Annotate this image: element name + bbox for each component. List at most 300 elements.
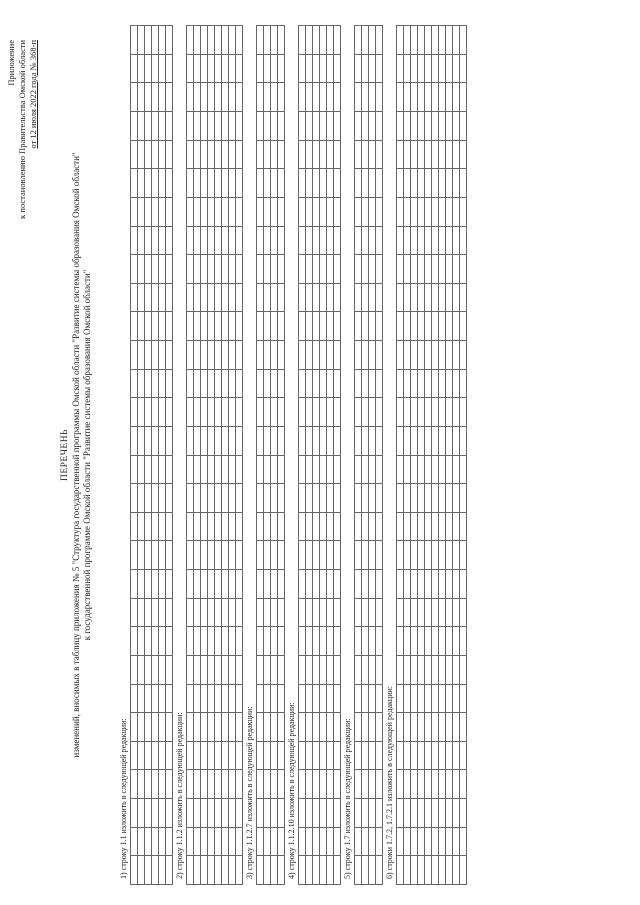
- table-cell: [222, 140, 229, 169]
- amendment-table: [396, 25, 467, 885]
- table-cell: [229, 856, 236, 885]
- table-cell: [418, 827, 425, 856]
- table-cell: [432, 54, 439, 83]
- table-row: [236, 26, 243, 885]
- table-cell: [166, 341, 173, 370]
- table-cell: [145, 827, 152, 856]
- table-cell: [327, 369, 334, 398]
- table-cell: [257, 83, 264, 112]
- table-cell: [208, 541, 215, 570]
- table-cell: [397, 799, 404, 828]
- table-cell: [376, 226, 383, 255]
- table-cell: [327, 427, 334, 456]
- table-cell: [271, 627, 278, 656]
- amendment-table: [354, 25, 383, 885]
- table-cell: [362, 26, 369, 55]
- table-cell: [313, 684, 320, 713]
- table-cell: [397, 427, 404, 456]
- table-cell: [362, 140, 369, 169]
- table-cell: [271, 398, 278, 427]
- table-cell: [404, 283, 411, 312]
- table-cell: [355, 369, 362, 398]
- table-cell: [152, 827, 159, 856]
- table-cell: [271, 312, 278, 341]
- table-cell: [362, 83, 369, 112]
- table-cell: [369, 169, 376, 198]
- table-cell: [460, 570, 467, 599]
- table-cell: [446, 140, 453, 169]
- table-cell: [264, 369, 271, 398]
- table-cell: [313, 169, 320, 198]
- table-cell: [271, 83, 278, 112]
- table-cell: [369, 83, 376, 112]
- table-cell: [257, 312, 264, 341]
- table-cell: [278, 26, 285, 55]
- table-cell: [138, 770, 145, 799]
- table-cell: [362, 398, 369, 427]
- table-cell: [131, 799, 138, 828]
- table-cell: [446, 54, 453, 83]
- table-cell: [264, 741, 271, 770]
- table-cell: [159, 856, 166, 885]
- table-cell: [201, 26, 208, 55]
- table-cell: [264, 455, 271, 484]
- table-cell: [439, 312, 446, 341]
- table-cell: [271, 112, 278, 141]
- table-cell: [166, 83, 173, 112]
- table-cell: [145, 799, 152, 828]
- table-cell: [222, 26, 229, 55]
- table-cell: [306, 827, 313, 856]
- table-cell: [194, 512, 201, 541]
- table-cell: [194, 398, 201, 427]
- table-row: [460, 26, 467, 885]
- table-cell: [397, 741, 404, 770]
- table-row: [397, 26, 404, 885]
- table-cell: [334, 827, 341, 856]
- table-cell: [411, 255, 418, 284]
- table-cell: [194, 684, 201, 713]
- table-cell: [411, 484, 418, 513]
- table-cell: [159, 427, 166, 456]
- table-cell: [152, 627, 159, 656]
- table-cell: [236, 112, 243, 141]
- table-cell: [215, 598, 222, 627]
- table-cell: [145, 83, 152, 112]
- table-cell: [460, 198, 467, 227]
- table-cell: [397, 541, 404, 570]
- table-cell: [201, 512, 208, 541]
- table-cell: [411, 570, 418, 599]
- table-cell: [138, 627, 145, 656]
- table-cell: [145, 341, 152, 370]
- table-cell: [271, 54, 278, 83]
- table-cell: [201, 684, 208, 713]
- table-cell: [446, 627, 453, 656]
- table-cell: [439, 541, 446, 570]
- table-cell: [446, 570, 453, 599]
- table-cell: [306, 627, 313, 656]
- table-cell: [320, 684, 327, 713]
- table-cell: [362, 255, 369, 284]
- table-cell: [271, 512, 278, 541]
- table-row: [215, 26, 222, 885]
- table-cell: [271, 570, 278, 599]
- table-cell: [159, 770, 166, 799]
- table-cell: [215, 856, 222, 885]
- table-cell: [334, 226, 341, 255]
- table-cell: [355, 827, 362, 856]
- table-cell: [418, 427, 425, 456]
- table-cell: [334, 484, 341, 513]
- table-cell: [257, 827, 264, 856]
- table-cell: [138, 656, 145, 685]
- table-cell: [229, 54, 236, 83]
- table-cell: [306, 770, 313, 799]
- table-cell: [236, 799, 243, 828]
- table-cell: [355, 684, 362, 713]
- table-cell: [355, 169, 362, 198]
- table-cell: [453, 741, 460, 770]
- table-cell: [278, 341, 285, 370]
- table-cell: [159, 827, 166, 856]
- table-cell: [152, 512, 159, 541]
- table-cell: [159, 484, 166, 513]
- table-cell: [264, 169, 271, 198]
- table-row: [257, 26, 264, 885]
- table-cell: [411, 541, 418, 570]
- table-cell: [271, 713, 278, 742]
- table-cell: [138, 856, 145, 885]
- table-cell: [369, 627, 376, 656]
- table-cell: [215, 112, 222, 141]
- table-cell: [306, 369, 313, 398]
- table-cell: [159, 799, 166, 828]
- table-cell: [362, 341, 369, 370]
- table-cell: [299, 741, 306, 770]
- table-cell: [320, 26, 327, 55]
- table-cell: [208, 341, 215, 370]
- table-cell: [362, 656, 369, 685]
- table-cell: [418, 656, 425, 685]
- table-cell: [369, 856, 376, 885]
- table-cell: [257, 198, 264, 227]
- table-cell: [187, 198, 194, 227]
- table-cell: [194, 112, 201, 141]
- table-cell: [215, 198, 222, 227]
- table-cell: [446, 283, 453, 312]
- table-cell: [425, 541, 432, 570]
- table-cell: [432, 713, 439, 742]
- table-cell: [138, 341, 145, 370]
- table-cell: [222, 369, 229, 398]
- table-cell: [152, 255, 159, 284]
- table-cell: [355, 598, 362, 627]
- table-cell: [404, 26, 411, 55]
- table-cell: [320, 283, 327, 312]
- table-cell: [404, 656, 411, 685]
- table-cell: [187, 627, 194, 656]
- table-cell: [145, 140, 152, 169]
- table-cell: [299, 856, 306, 885]
- table-cell: [236, 398, 243, 427]
- table-cell: [418, 455, 425, 484]
- table-cell: [418, 713, 425, 742]
- table-cell: [271, 26, 278, 55]
- table-cell: [446, 598, 453, 627]
- table-cell: [369, 427, 376, 456]
- table-cell: [404, 198, 411, 227]
- table-cell: [131, 741, 138, 770]
- table-cell: [166, 713, 173, 742]
- table-cell: [446, 455, 453, 484]
- table-cell: [264, 140, 271, 169]
- table-cell: [334, 26, 341, 55]
- table-cell: [229, 713, 236, 742]
- table-cell: [208, 54, 215, 83]
- table-cell: [208, 598, 215, 627]
- table-cell: [278, 226, 285, 255]
- table-cell: [152, 541, 159, 570]
- table-cell: [201, 255, 208, 284]
- table-cell: [166, 484, 173, 513]
- table-cell: [159, 713, 166, 742]
- table-cell: [271, 198, 278, 227]
- table-cell: [236, 341, 243, 370]
- table-cell: [460, 541, 467, 570]
- table-cell: [187, 570, 194, 599]
- table-cell: [355, 512, 362, 541]
- table-cell: [299, 656, 306, 685]
- table-cell: [397, 856, 404, 885]
- table-cell: [439, 54, 446, 83]
- table-cell: [355, 427, 362, 456]
- table-cell: [327, 140, 334, 169]
- table-cell: [166, 741, 173, 770]
- table-cell: [299, 713, 306, 742]
- table-cell: [418, 283, 425, 312]
- table-cell: [432, 312, 439, 341]
- table-cell: [187, 713, 194, 742]
- table-cell: [208, 226, 215, 255]
- table-cell: [138, 283, 145, 312]
- table-cell: [376, 198, 383, 227]
- table-cell: [187, 283, 194, 312]
- table-cell: [236, 713, 243, 742]
- table-cell: [411, 427, 418, 456]
- table-cell: [299, 283, 306, 312]
- table-cell: [131, 656, 138, 685]
- table-cell: [306, 799, 313, 828]
- table-cell: [152, 369, 159, 398]
- table-cell: [131, 512, 138, 541]
- table-cell: [397, 656, 404, 685]
- table-cell: [306, 656, 313, 685]
- table-cell: [229, 226, 236, 255]
- table-cell: [334, 112, 341, 141]
- table-cell: [460, 140, 467, 169]
- table-cell: [404, 226, 411, 255]
- table-cell: [327, 741, 334, 770]
- amendment-table: [186, 25, 243, 885]
- table-cell: [166, 427, 173, 456]
- table-cell: [313, 570, 320, 599]
- table-cell: [299, 83, 306, 112]
- table-cell: [208, 856, 215, 885]
- table-cell: [299, 198, 306, 227]
- table-cell: [355, 112, 362, 141]
- table-cell: [369, 54, 376, 83]
- table-cell: [152, 598, 159, 627]
- table-cell: [264, 54, 271, 83]
- table-cell: [376, 827, 383, 856]
- table-cell: [404, 541, 411, 570]
- table-cell: [166, 26, 173, 55]
- table-cell: [131, 570, 138, 599]
- table-cell: [446, 684, 453, 713]
- table-cell: [376, 598, 383, 627]
- table-cell: [446, 169, 453, 198]
- table-cell: [453, 226, 460, 255]
- table-cell: [187, 54, 194, 83]
- table-cell: [208, 684, 215, 713]
- table-cell: [334, 627, 341, 656]
- table-cell: [257, 799, 264, 828]
- table-cell: [439, 26, 446, 55]
- table-cell: [460, 369, 467, 398]
- table-cell: [334, 283, 341, 312]
- table-cell: [131, 169, 138, 198]
- table-row: [369, 26, 376, 885]
- table-cell: [432, 656, 439, 685]
- table-cell: [418, 799, 425, 828]
- table-cell: [397, 827, 404, 856]
- table-cell: [376, 341, 383, 370]
- table-cell: [201, 169, 208, 198]
- table-cell: [222, 627, 229, 656]
- table-cell: [376, 312, 383, 341]
- table-cell: [376, 713, 383, 742]
- table-cell: [187, 369, 194, 398]
- table-cell: [215, 570, 222, 599]
- table-cell: [376, 83, 383, 112]
- table-cell: [327, 26, 334, 55]
- table-row: [453, 26, 460, 885]
- table-cell: [222, 283, 229, 312]
- table-cell: [369, 255, 376, 284]
- table-cell: [194, 627, 201, 656]
- table-cell: [194, 226, 201, 255]
- table-cell: [215, 26, 222, 55]
- table-row: [411, 26, 418, 885]
- table-cell: [397, 54, 404, 83]
- table-cell: [152, 140, 159, 169]
- table-cell: [236, 226, 243, 255]
- table-cell: [411, 226, 418, 255]
- table-cell: [313, 427, 320, 456]
- table-cell: [264, 255, 271, 284]
- table-cell: [334, 713, 341, 742]
- table-cell: [131, 713, 138, 742]
- table-cell: [278, 398, 285, 427]
- table-cell: [187, 684, 194, 713]
- table-cell: [320, 598, 327, 627]
- table-cell: [166, 627, 173, 656]
- table-cell: [418, 770, 425, 799]
- table-cell: [320, 198, 327, 227]
- table-cell: [264, 26, 271, 55]
- table-cell: [187, 799, 194, 828]
- table-cell: [320, 827, 327, 856]
- table-cell: [327, 598, 334, 627]
- table-cell: [418, 54, 425, 83]
- table-cell: [138, 54, 145, 83]
- table-cell: [306, 169, 313, 198]
- table-cell: [362, 570, 369, 599]
- table-cell: [404, 713, 411, 742]
- table-cell: [278, 455, 285, 484]
- table-cell: [439, 369, 446, 398]
- table-cell: [229, 312, 236, 341]
- table-cell: [432, 398, 439, 427]
- table-cell: [334, 369, 341, 398]
- table-cell: [131, 398, 138, 427]
- table-cell: [278, 741, 285, 770]
- table-cell: [264, 799, 271, 828]
- table-cell: [425, 54, 432, 83]
- table-cell: [201, 83, 208, 112]
- table-cell: [362, 283, 369, 312]
- table-cell: [418, 512, 425, 541]
- table-cell: [411, 741, 418, 770]
- table-cell: [187, 398, 194, 427]
- table-cell: [278, 827, 285, 856]
- table-cell: [439, 398, 446, 427]
- table-cell: [411, 112, 418, 141]
- table-cell: [327, 684, 334, 713]
- table-cell: [425, 283, 432, 312]
- table-cell: [215, 827, 222, 856]
- table-cell: [432, 512, 439, 541]
- table-cell: [152, 54, 159, 83]
- table-cell: [257, 541, 264, 570]
- table-cell: [369, 140, 376, 169]
- table-cell: [138, 226, 145, 255]
- table-cell: [376, 26, 383, 55]
- table-cell: [320, 541, 327, 570]
- table-cell: [376, 512, 383, 541]
- table-cell: [411, 283, 418, 312]
- table-cell: [201, 198, 208, 227]
- table-cell: [411, 140, 418, 169]
- table-cell: [131, 54, 138, 83]
- table-cell: [271, 684, 278, 713]
- table-row: [306, 26, 313, 885]
- table-cell: [446, 312, 453, 341]
- table-cell: [236, 455, 243, 484]
- appendix-header: [6, 40, 39, 340]
- table-cell: [187, 856, 194, 885]
- table-cell: [320, 341, 327, 370]
- table-cell: [166, 856, 173, 885]
- table-cell: [355, 627, 362, 656]
- table-cell: [194, 598, 201, 627]
- table-cell: [145, 856, 152, 885]
- table-cell: [306, 570, 313, 599]
- table-cell: [313, 856, 320, 885]
- table-cell: [369, 198, 376, 227]
- table-cell: [271, 827, 278, 856]
